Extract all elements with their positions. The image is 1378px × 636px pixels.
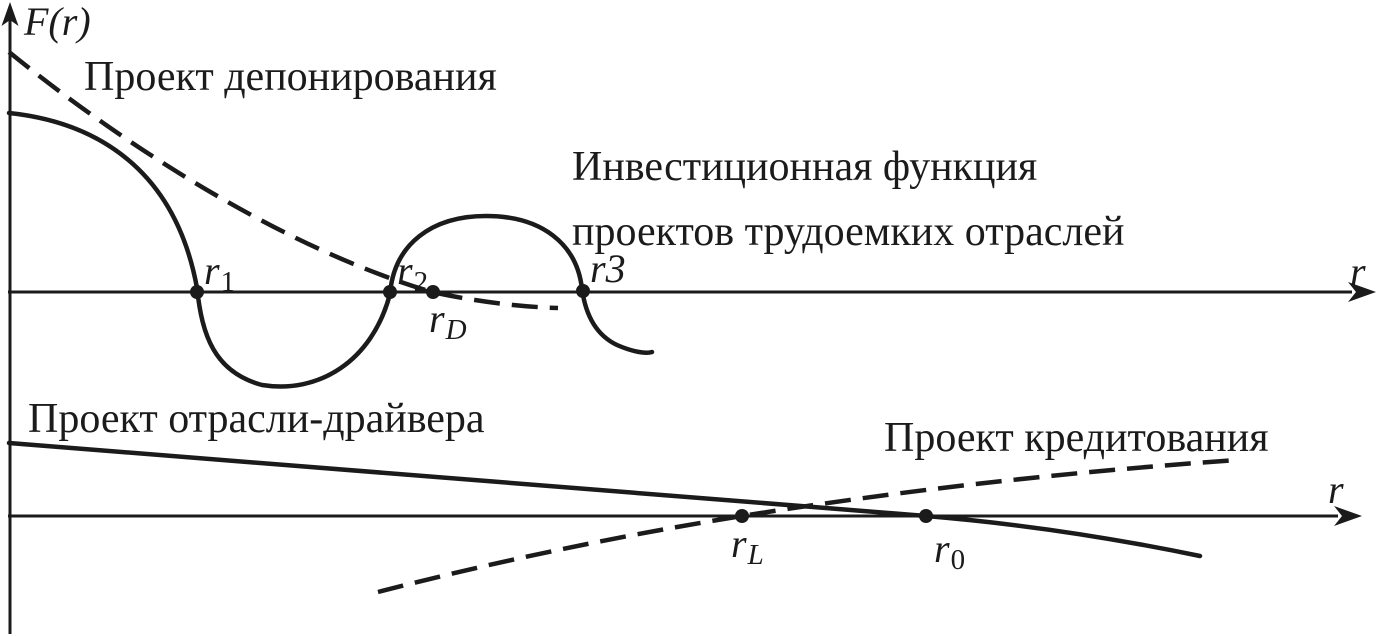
credit-curve	[378, 460, 1237, 592]
point-dot-r3	[576, 284, 590, 298]
point-label-rL-sub: L	[747, 538, 764, 571]
point-label-r1-sub: 1	[220, 265, 236, 298]
credit-curve-caption: Проект кредитования	[884, 415, 1269, 461]
point-label-r0-sub: 0	[950, 543, 966, 576]
deposit-curve-caption: Проект депонирования	[84, 54, 497, 100]
upper-x-axis-label: r	[1350, 249, 1366, 294]
point-dot-r0	[919, 509, 933, 523]
point-label-rD	[429, 296, 467, 346]
point-label-rD-sub: D	[445, 313, 467, 346]
point-label-r2-base: r	[397, 248, 413, 293]
investment-curve	[9, 113, 652, 386]
point-label-rL-base: r	[731, 521, 747, 566]
point-label-r3-suffix: 3	[605, 246, 626, 291]
investment-curve-caption-line2: проектов трудоемких отраслей	[572, 209, 1125, 255]
point-dot-r1	[190, 285, 204, 299]
y-axis-label: F(r)	[24, 0, 91, 44]
point-label-rL	[731, 521, 764, 571]
point-label-r1-base: r	[204, 248, 220, 293]
point-label-r1	[204, 248, 236, 298]
point-label-r2-sub: 2	[413, 265, 429, 298]
point-label-r3	[590, 246, 626, 291]
driver-curve-caption: Проект отрасли-драйвера	[28, 396, 485, 442]
lower-x-axis-label: r	[1328, 467, 1344, 512]
point-label-r3-base: r	[590, 246, 606, 291]
investment-curve-caption-line1: Инвестиционная функция	[572, 144, 1038, 190]
point-dot-r2	[383, 285, 397, 299]
point-label-r0	[934, 526, 966, 576]
point-label-r0-base: r	[934, 526, 950, 571]
point-label-rD-base: r	[429, 296, 445, 341]
point-label-r2	[397, 248, 429, 298]
